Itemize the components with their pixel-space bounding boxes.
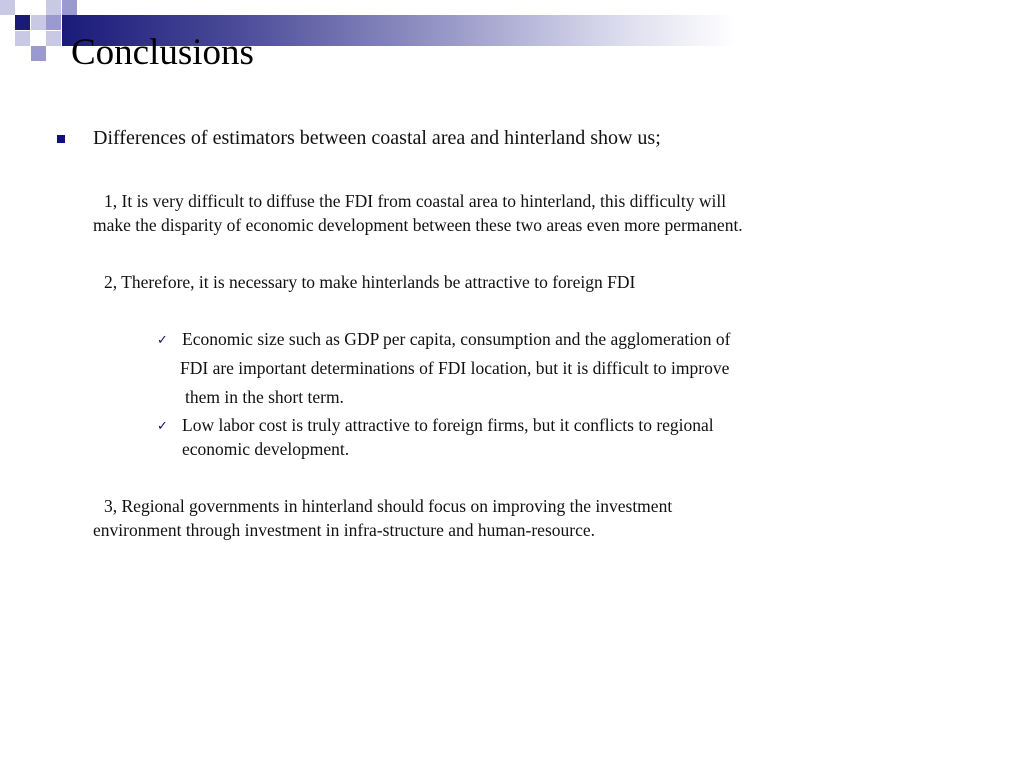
sub-point-2-line-2: economic development. bbox=[182, 439, 350, 459]
point-1-line-2: make the disparity of economic development between these two areas even more permanent. bbox=[93, 215, 743, 235]
point-3-line-1: 3, Regional governments in hinterland should focus on improving the investment bbox=[104, 496, 673, 516]
header-square-decoration bbox=[62, 0, 77, 15]
header-square-decoration bbox=[31, 15, 46, 30]
point-1-line-1: 1, It is very difficult to diffuse the FDI from coastal area to hinterland, this difficulty will bbox=[104, 191, 727, 211]
square-bullet-icon bbox=[57, 135, 65, 143]
checkmark-icon: ✓ bbox=[157, 333, 168, 348]
sub-point-1-line-1: Economic size such as GDP per capita, consumption and the agglomeration of bbox=[182, 329, 731, 349]
checkmark-icon: ✓ bbox=[157, 419, 168, 434]
header-square-decoration bbox=[46, 0, 61, 15]
header-square-decoration bbox=[31, 46, 46, 61]
point-2: 2, Therefore, it is necessary to make hinterlands be attractive to foreign FDI bbox=[104, 272, 636, 292]
header-square-decoration bbox=[46, 15, 61, 30]
header-square-decoration bbox=[46, 31, 61, 46]
sub-point-1-line-3: them in the short term. bbox=[185, 387, 344, 407]
header-square-decoration bbox=[15, 15, 30, 30]
lead-bullet-text: Differences of estimators between coastal area and hinterland show us; bbox=[93, 127, 661, 149]
sub-point-2-line-1: Low labor cost is truly attractive to foreign firms, but it conflicts to regional bbox=[182, 415, 714, 435]
header-square-decoration bbox=[0, 0, 15, 15]
sub-point-1-line-2: FDI are important determinations of FDI location, but it is difficult to improve bbox=[180, 358, 730, 378]
point-3-line-2: environment through investment in infra-structure and human-resource. bbox=[93, 520, 595, 540]
page-title: Conclusions bbox=[71, 32, 254, 73]
header-square-decoration bbox=[15, 31, 30, 46]
